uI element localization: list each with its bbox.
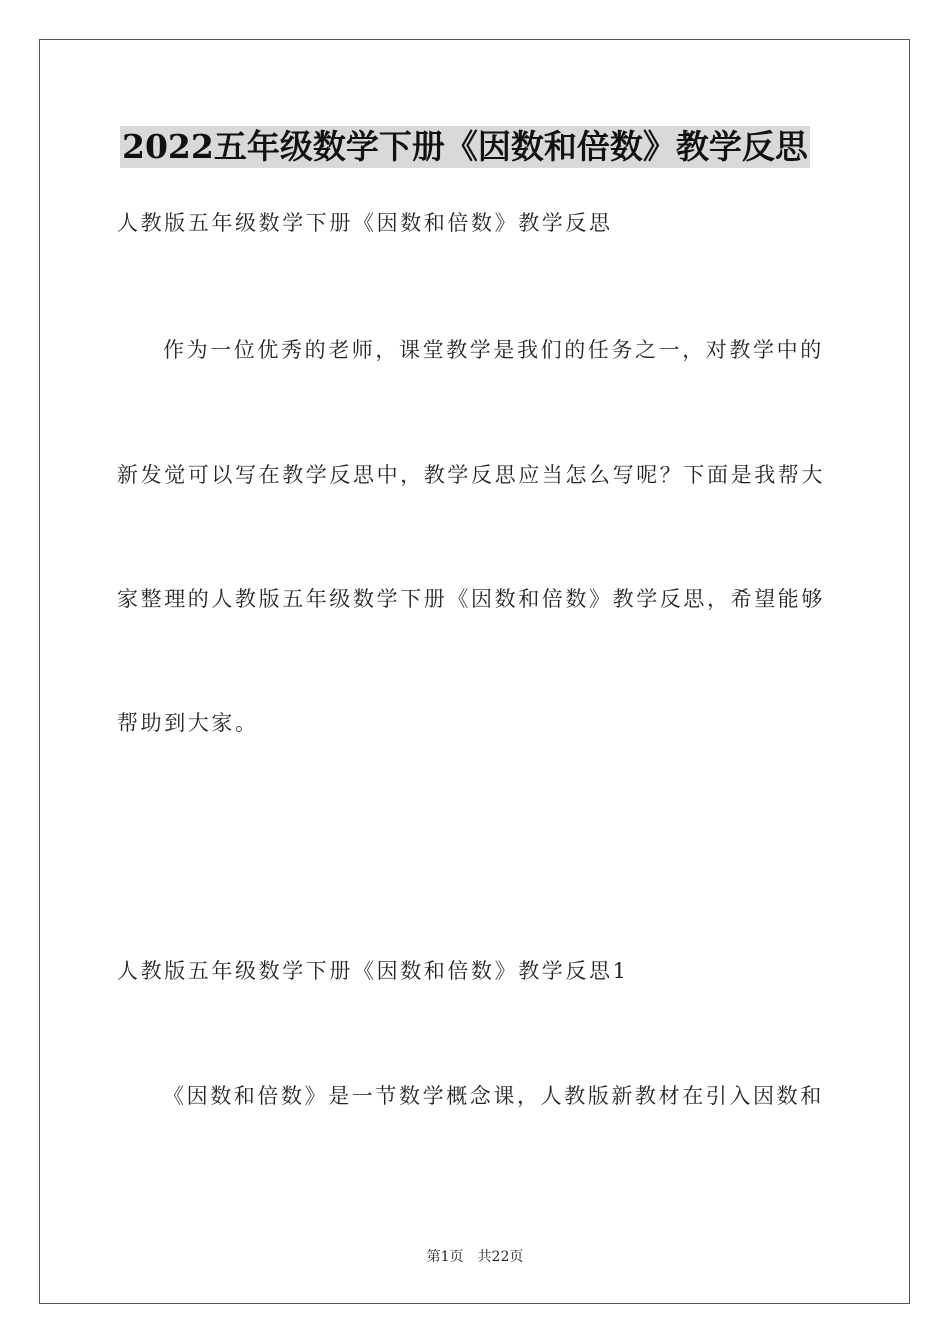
document-subtitle: 人教版五年级数学下册《因数和倍数》教学反思	[117, 211, 613, 235]
paragraph-line: 家整理的人教版五年级数学下册《因数和倍数》教学反思，希望能够	[117, 587, 825, 611]
page-total: 共22页	[477, 1249, 524, 1265]
paragraph-line: 新发觉可以写在教学反思中，教学反思应当怎么写呢？下面是我帮大	[117, 463, 825, 487]
section-heading: 人教版五年级数学下册《因数和倍数》教学反思1	[117, 959, 629, 983]
document-title: 2022五年级数学下册《因数和倍数》教学反思	[122, 127, 808, 166]
paragraph-line: 作为一位优秀的老师，课堂教学是我们的任务之一，对教学中的	[163, 338, 824, 362]
paragraph-line: 《因数和倍数》是一节数学概念课，人教版新教材在引入因数和	[163, 1084, 824, 1108]
page-footer	[0, 1246, 950, 1266]
page-number: 第1页	[426, 1249, 464, 1265]
paragraph-line: 帮助到大家。	[117, 711, 259, 735]
